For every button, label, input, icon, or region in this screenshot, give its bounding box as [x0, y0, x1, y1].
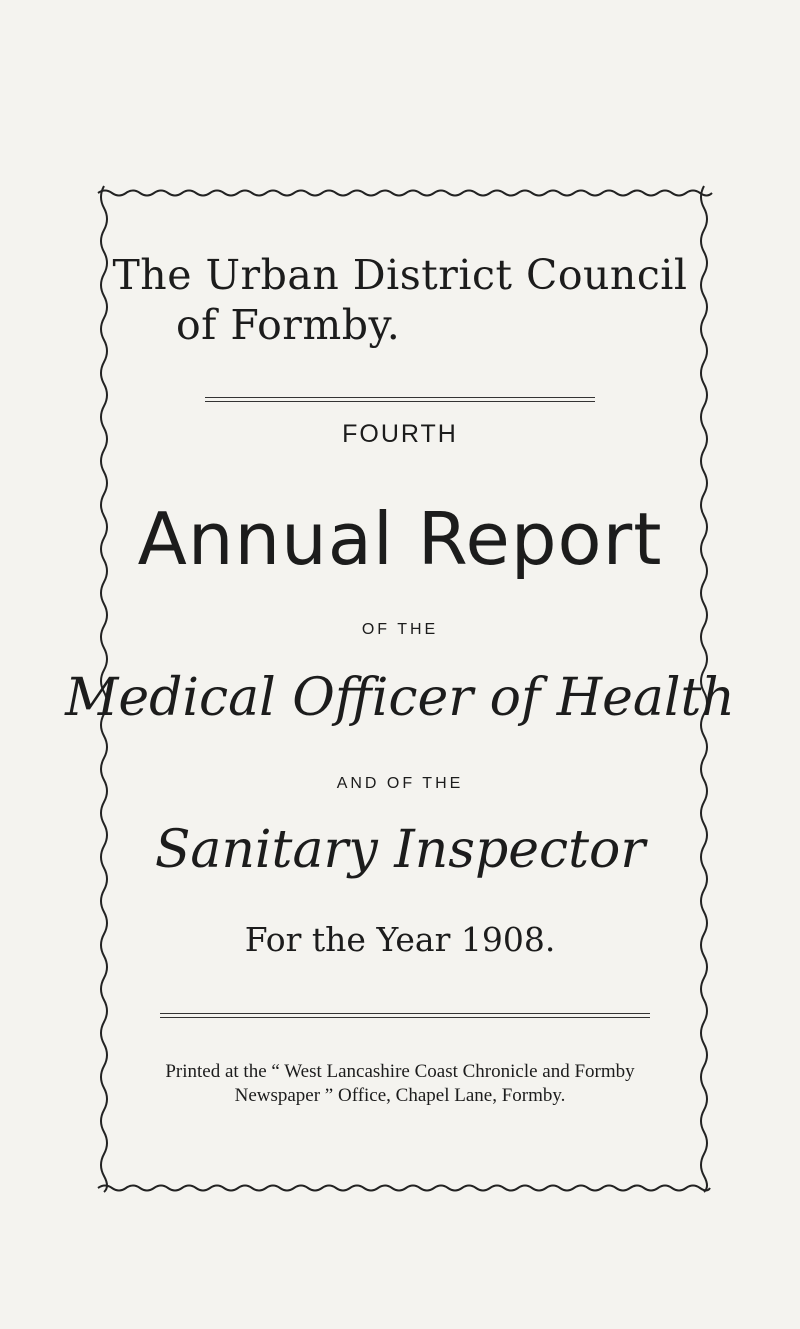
report-title: Annual Report — [137, 497, 663, 581]
council-town: of Formby. — [176, 301, 401, 349]
of-the-label: OF THE — [361, 621, 439, 638]
year-line: For the Year 1908. — [244, 920, 556, 959]
officer-title: Medical Officer of Health — [65, 668, 735, 728]
council-heading — [0, 250, 800, 350]
divider-rule-top — [205, 397, 595, 398]
divider-rule-top-2 — [205, 401, 595, 402]
council-name: The Urban District Council — [112, 251, 688, 299]
printer-imprint — [0, 1060, 800, 1108]
divider-rule-bottom-2 — [160, 1017, 650, 1018]
printer-line-2: Newspaper ” Office, Chapel Lane, Formby. — [234, 1085, 566, 1106]
printer-line-1: Printed at the “ West Lancashire Coast Chronicle and Formby — [165, 1061, 635, 1082]
inspector-title: Sanitary Inspector — [154, 820, 646, 880]
edition-label: FOURTH — [342, 420, 458, 448]
and-of-the-label: AND OF THE — [336, 775, 464, 792]
divider-rule-bottom — [160, 1013, 650, 1014]
